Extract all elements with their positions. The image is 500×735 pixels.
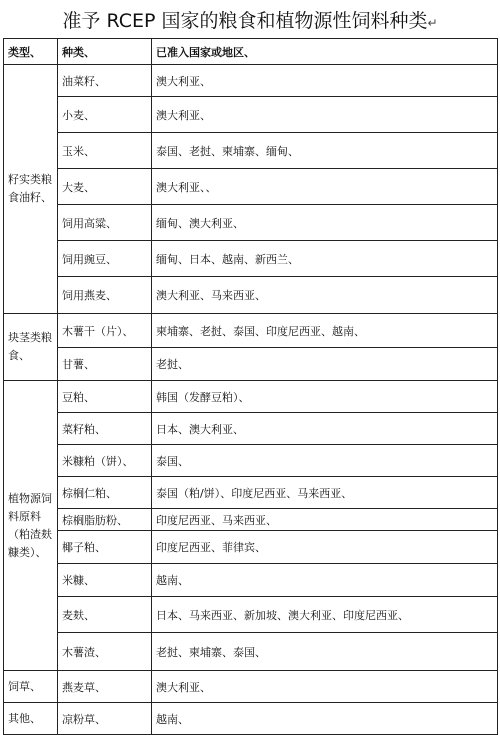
regions-cell: 印度尼西亚、菲律宾、 [152,531,498,564]
species-cell: 椰子粕、 [58,531,152,564]
regions-cell: 老挝、柬埔寨、泰国、 [152,633,498,671]
regions-cell: 日本、马来西亚、新加坡、澳大利亚、印度尼西亚、 [152,597,498,633]
table-row [4,633,498,671]
species-cell: 燕麦草、 [58,671,152,703]
species-cell: 玉米、 [58,133,152,169]
regions-cell: 日本、澳大利亚、 [152,413,498,445]
species-cell: 米糠、 [58,564,152,597]
species-cell: 饲用豌豆、 [58,241,152,277]
regions-cell: 老挝、 [152,348,498,381]
regions-cell: 澳大利亚、 [152,671,498,703]
table-row [4,597,498,633]
table-row [4,169,498,205]
table-header-row [4,39,498,65]
table-row [4,477,498,509]
species-cell: 饲用高粱、 [58,205,152,241]
category-cell: 籽实类粮食油籽、 [4,65,58,314]
species-cell: 小麦、 [58,97,152,133]
species-cell: 菜籽粕、 [58,413,152,445]
species-cell: 米糠粕（饼）、 [58,445,152,477]
species-cell: 棕榈脂肪粉、 [58,509,152,531]
species-cell: 棕榈仁粕、 [58,477,152,509]
document-title [0,6,500,36]
table-row [4,348,498,381]
regions-cell: 缅甸、澳大利亚、 [152,205,498,241]
table-row [4,445,498,477]
regions-cell: 柬埔寨、老挝、泰国、印度尼西亚、越南、 [152,314,498,348]
species-cell: 麦麸、 [58,597,152,633]
species-cell: 凉粉草、 [58,703,152,735]
table-row [4,381,498,413]
header-type: 类型、 [4,39,58,65]
table-row [4,205,498,241]
category-cell: 植物源饲料原料（粕渣麸糠类）、 [4,381,58,671]
table-row [4,314,498,348]
table-row [4,413,498,445]
header-species: 种类、 [58,39,152,65]
regions-cell: 越南、 [152,564,498,597]
feed-types-table [3,38,498,735]
species-cell: 豆粕、 [58,381,152,413]
regions-cell: 澳大利亚、、 [152,169,498,205]
regions-cell: 泰国（粕/饼）、印度尼西亚、马来西亚、 [152,477,498,509]
paragraph-mark: ↵ [427,16,438,30]
header-regions: 已准入国家或地区、 [152,39,498,65]
category-cell: 饲草、 [4,671,58,703]
title-text: 准予 RCEP 国家的粮食和植物源性饲料种类 [62,10,428,32]
species-cell: 甘薯、 [58,348,152,381]
table-row [4,531,498,564]
regions-cell: 澳大利亚、马来西亚、 [152,277,498,314]
regions-cell: 泰国、 [152,445,498,477]
table-row [4,277,498,314]
table-row [4,509,498,531]
category-cell: 块茎类粮食、 [4,314,58,381]
table-row [4,241,498,277]
regions-cell: 澳大利亚、 [152,65,498,97]
species-cell: 油菜籽、 [58,65,152,97]
regions-cell: 泰国、老挝、柬埔寨、缅甸、 [152,133,498,169]
species-cell: 木薯渣、 [58,633,152,671]
table-row [4,65,498,97]
regions-cell: 韩国（发酵豆粕）、 [152,381,498,413]
category-cell: 其他、 [4,703,58,735]
table-row [4,703,498,735]
table-row [4,671,498,703]
species-cell: 木薯干（片）、 [58,314,152,348]
regions-cell: 越南、 [152,703,498,735]
table-row [4,564,498,597]
species-cell: 大麦、 [58,169,152,205]
species-cell: 饲用燕麦、 [58,277,152,314]
table-row [4,133,498,169]
regions-cell: 澳大利亚、 [152,97,498,133]
table-row [4,97,498,133]
regions-cell: 印度尼西亚、马来西亚、 [152,509,498,531]
regions-cell: 缅甸、日本、越南、新西兰、 [152,241,498,277]
table-body [4,65,498,735]
